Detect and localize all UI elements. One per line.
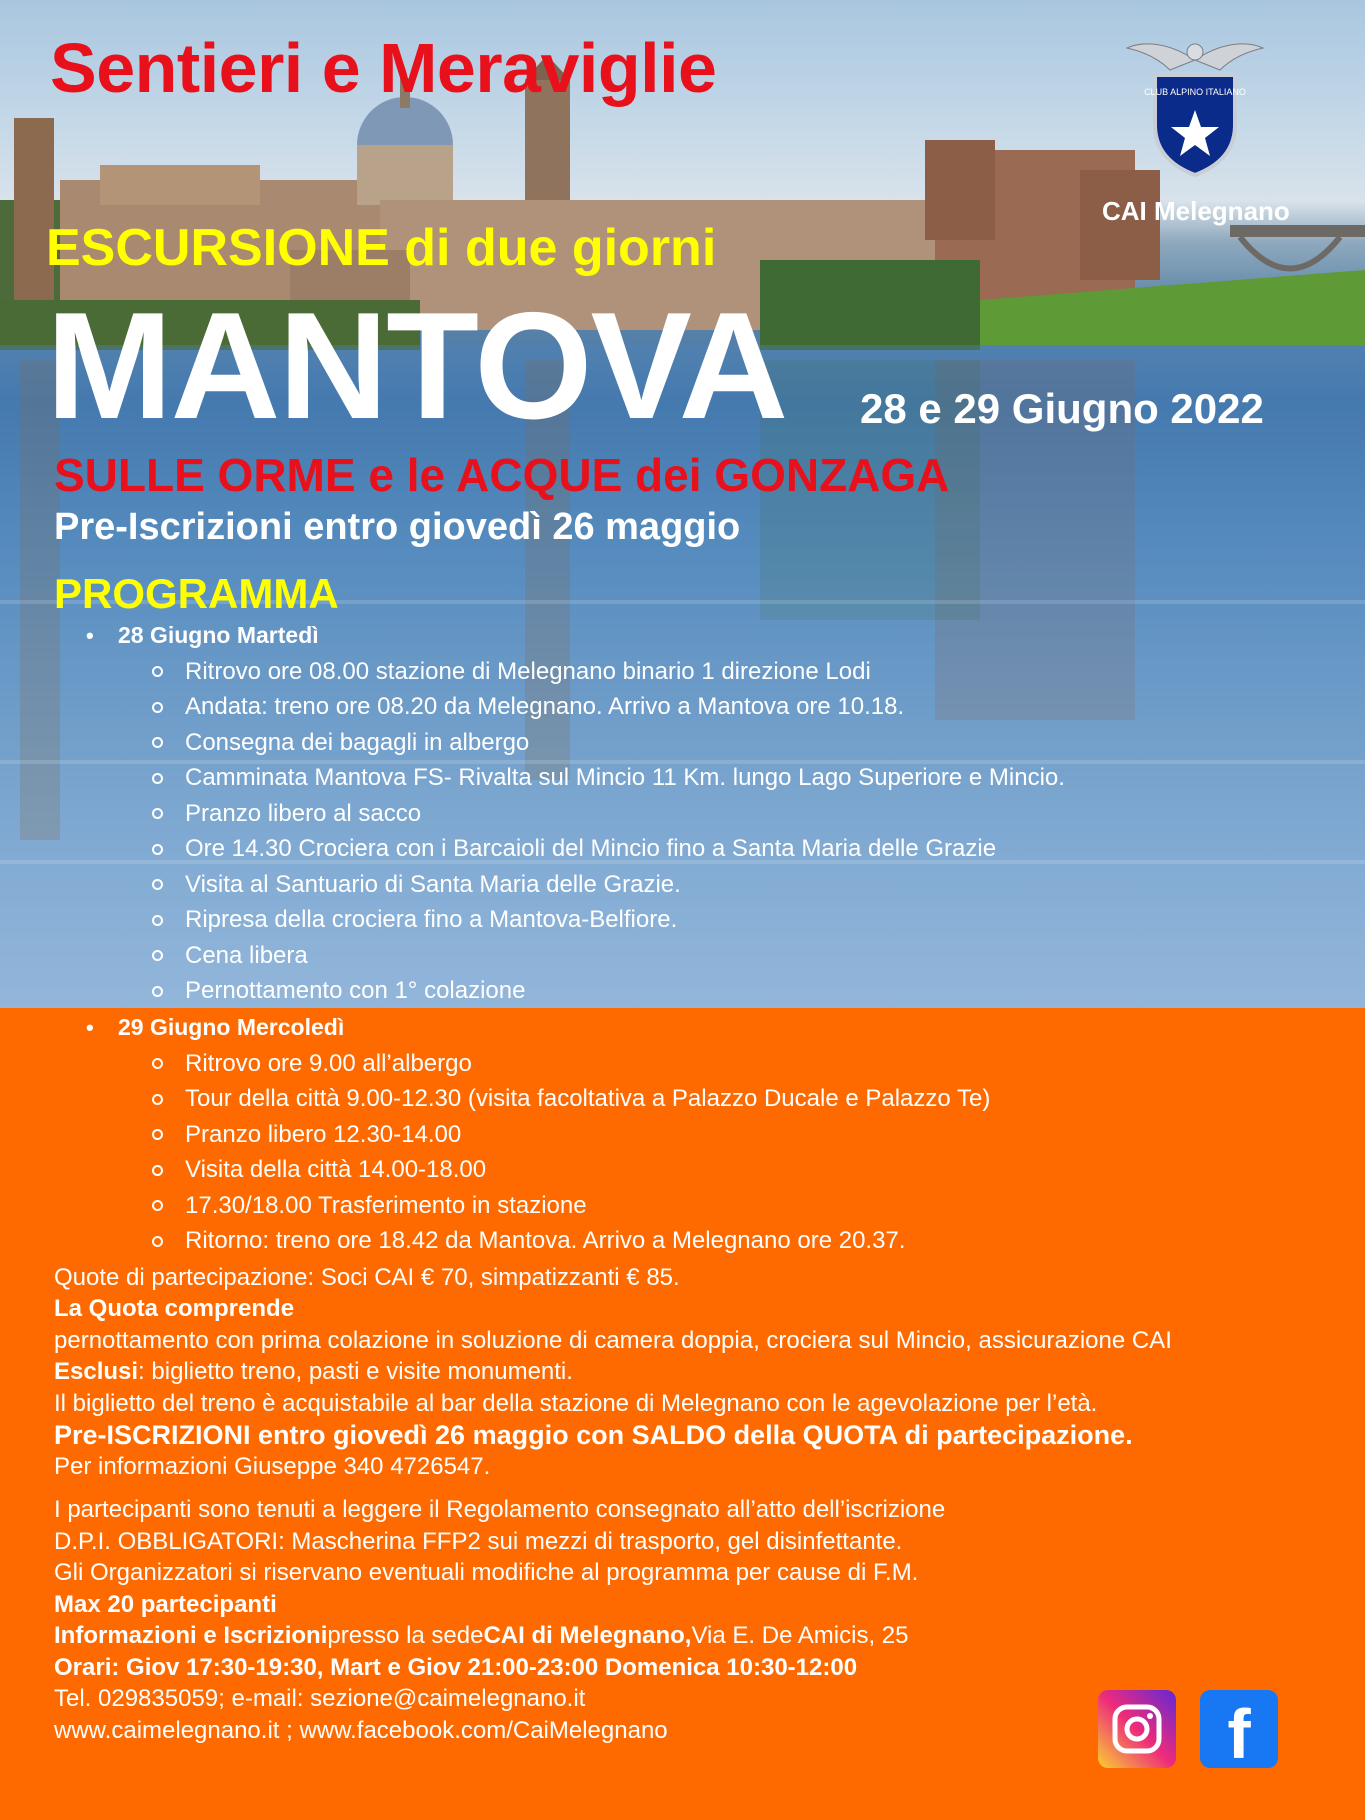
list-item: Ritorno: treno ore 18.42 da Mantova. Arrivo a Melegnano ore 20.37. [150, 1224, 990, 1260]
preregistration-deadline: Pre-Iscrizioni entro giovedì 26 maggio [54, 506, 741, 548]
logo-text: CLUB ALPINO ITALIANO [1144, 87, 1246, 97]
circle-bullet-icon [152, 666, 163, 677]
circle-bullet-icon [152, 986, 163, 997]
list-item: Camminata Mantova FS- Rivalta sul Mincio 11 Km. lungo Lago Superiore e Mincio. [150, 761, 1065, 797]
max-participants: Max 20 partecipanti [54, 1590, 277, 1618]
dpi-line: D.P.I. OBBLIGATORI: Mascherina FFP2 sui mezzi di trasporto, gel disinfettante. [54, 1527, 903, 1555]
list-item: Pranzo libero 12.30-14.00 [150, 1117, 990, 1153]
facebook-glyph: f [1227, 1695, 1251, 1768]
changes-line: Gli Organizzatori si riservano eventuali modifiche al programma per cause di F.M. [54, 1559, 919, 1587]
bullet-icon: • [86, 623, 94, 648]
circle-bullet-icon [152, 1165, 163, 1176]
ticket-note: Il biglietto del treno è acquistabile al bar della stazione di Melegnano con le agevolazione per l’età. [54, 1389, 1098, 1417]
day2-list [150, 1046, 990, 1259]
cai-eagle-shield-icon [1125, 30, 1265, 180]
city-name: MANTOVA [46, 281, 787, 451]
circle-bullet-icon [152, 1236, 163, 1247]
program-heading: PROGRAMMA [54, 570, 339, 617]
list-item: Pranzo libero al sacco [150, 796, 1065, 832]
facebook-icon[interactable] [1200, 1690, 1278, 1768]
circle-bullet-icon [152, 702, 163, 713]
list-item: 17.30/18.00 Trasferimento in stazione [150, 1188, 990, 1224]
rules-line: I partecipanti sono tenuti a leggere il Regolamento consegnato all’atto dell’iscrizione [54, 1496, 946, 1524]
list-item: Visita della città 14.00-18.00 [150, 1153, 990, 1189]
event-dates: 28 e 29 Giugno 2022 [860, 385, 1264, 432]
list-item: Cena libera [150, 938, 1065, 974]
list-item: Andata: treno ore 08.20 da Melegnano. Arrivo a Mantova ore 10.18. [150, 690, 1065, 726]
info-iscrizioni-line: Informazioni e Iscrizioni presso la sede CAI di Melegnano, Via E. De Amicis, 25 [54, 1622, 909, 1650]
circle-bullet-icon [152, 950, 163, 961]
circle-bullet-icon [152, 879, 163, 890]
circle-bullet-icon [152, 808, 163, 819]
circle-bullet-icon [152, 1200, 163, 1211]
includes-heading: La Quota comprende [54, 1295, 295, 1323]
event-tagline: SULLE ORME e le ACQUE dei GONZAGA [54, 449, 950, 501]
circle-bullet-icon [152, 1129, 163, 1140]
websites-line[interactable]: www.caimelegnano.it ; www.facebook.com/CaiMelegnano [54, 1716, 668, 1744]
list-item: Consegna dei bagagli in albergo [150, 725, 1065, 761]
excluded-label: Esclusi [54, 1358, 139, 1386]
preregistration-full: Pre-ISCRIZIONI entro giovedì 26 maggio con SALDO della QUOTA di partecipazione. [54, 1419, 1133, 1450]
circle-bullet-icon [152, 737, 163, 748]
phone-email-line[interactable]: Tel. 029835059; e-mail: sezione@caimelegnano.it [54, 1685, 586, 1713]
day1-heading [86, 622, 319, 649]
list-item: Pernottamento con 1° colazione [150, 974, 1065, 1010]
day2-label: 29 Giugno Mercoledì [118, 1014, 345, 1040]
hours-line: Orari: Giov 17:30-19:30, Mart e Giov 21:00-23:00 Domenica 10:30-12:00 [54, 1653, 858, 1681]
includes-text: pernottamento con prima colazione in soluzione di camera doppia, crociera sul Mincio, assicurazione CAI [54, 1326, 1172, 1354]
quote-line: Quote di partecipazione: Soci CAI € 70, simpatizzanti € 85. [54, 1263, 680, 1291]
excluded-text: : biglietto treno, pasti e visite monumenti. [138, 1358, 573, 1386]
circle-bullet-icon [152, 1058, 163, 1069]
day1-label: 28 Giugno Martedì [118, 622, 319, 648]
list-item: Visita al Santuario di Santa Maria delle Grazie. [150, 867, 1065, 903]
list-item: Ritrovo ore 9.00 all’albergo [150, 1046, 990, 1082]
day2-heading [86, 1014, 344, 1041]
list-item: Ripresa della crociera fino a Mantova-Belfiore. [150, 903, 1065, 939]
circle-bullet-icon [152, 773, 163, 784]
page-title: Sentieri e Meraviglie [50, 29, 717, 107]
info-section [54, 1262, 1172, 1747]
instagram-icon[interactable] [1098, 1690, 1176, 1768]
cai-melegnano-label: CAI Melegnano [1102, 196, 1290, 226]
list-item: Ritrovo ore 08.00 stazione di Melegnano binario 1 direzione Lodi [150, 654, 1065, 690]
list-item: Tour della città 9.00-12.30 (visita facoltativa a Palazzo Ducale e Palazzo Te) [150, 1082, 990, 1118]
bullet-icon: • [86, 1015, 94, 1040]
contact-line: Per informazioni Giuseppe 340 4726547. [54, 1452, 491, 1480]
day1-list [150, 654, 1065, 1009]
cai-logo [1125, 30, 1265, 180]
excluded-line [54, 1357, 1172, 1389]
circle-bullet-icon [152, 915, 163, 926]
list-item: Ore 14.30 Crociera con i Barcaioli del Mincio fino a Santa Maria delle Grazie [150, 832, 1065, 868]
circle-bullet-icon [152, 1094, 163, 1105]
circle-bullet-icon [152, 844, 163, 855]
event-subtitle: ESCURSIONE di due giorni [46, 219, 717, 277]
